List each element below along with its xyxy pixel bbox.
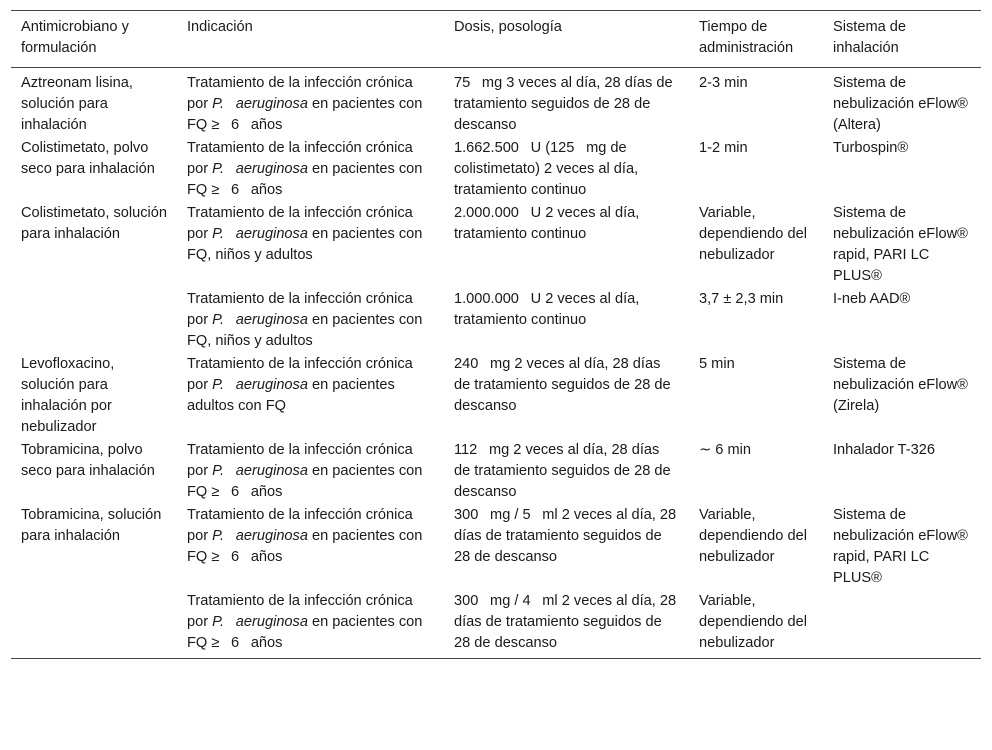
time-cell: Variable, dependiendo del nebulizador [699,205,807,263]
drug-cell: Tobramicina, solución para inhalación [21,507,162,544]
dose-cell: 75 mg 3 veces al día, 28 días de tratamiento seguidos de 28 de descanso [454,75,673,133]
dose-cell: 2.000.000 U 2 veces al día, tratamiento continuo [454,205,640,242]
table-body [11,68,981,659]
indication-cell [177,353,444,439]
device-cell [823,590,981,659]
drug-cell [11,590,177,659]
dose-cell: 240 mg 2 veces al día, 28 días de tratamiento seguidos de 28 de descanso [454,356,671,414]
table-row [11,288,981,353]
header-row [11,11,981,68]
time-cell: Variable, dependiendo del nebulizador [699,593,807,651]
dose-cell: 300 mg / 4 ml 2 veces al día, 28 días de tratamiento seguidos de 28 de descanso [454,593,677,651]
time-cell: 2-3 min [699,75,748,91]
table-row [11,590,981,659]
organism: P. aeruginosa [212,463,308,479]
indication-suffix: en pacientes con FQ ≥ 6 años [187,614,423,651]
indication-prefix: Tratamiento de la infección crónica por [187,205,413,242]
time-cell: ∼ 6 min [699,442,751,458]
dose-cell: 1.000.000 U 2 veces al día, tratamiento continuo [454,291,640,328]
organism: P. aeruginosa [212,161,308,177]
table-row [11,504,981,590]
drug-cell [11,288,177,353]
indication-suffix: en pacientes adultos con FQ [187,377,395,414]
organism: P. aeruginosa [212,226,308,242]
time-cell: 1-2 min [699,140,748,156]
indication-prefix: Tratamiento de la infección crónica por [187,593,413,630]
device-cell: Sistema de nebulización eFlow® rapid, PARI LC PLUS® [833,507,968,586]
drug-cell: Colistimetato, polvo seco para inhalación [21,140,155,177]
indication-prefix: Tratamiento de la infección crónica por [187,140,413,177]
device-cell: Inhalador T-326 [833,442,935,458]
indication-suffix: en pacientes con FQ ≥ 6 años [187,161,423,198]
dose-cell: 300 mg / 5 ml 2 veces al día, 28 días de tratamiento seguidos de 28 de descanso [454,507,677,565]
table-row [11,353,981,439]
time-cell: 3,7 ± 2,3 min [699,291,784,307]
organism: P. aeruginosa [212,528,308,544]
indication-suffix: en pacientes con FQ, niños y adultos [187,312,423,349]
indication-prefix: Tratamiento de la infección crónica por [187,291,413,328]
dose-cell: 112 mg 2 veces al día, 28 días de tratamiento seguidos de 28 de descanso [454,442,671,500]
time-cell: Variable, dependiendo del nebulizador [699,507,807,565]
organism: P. aeruginosa [212,377,308,393]
indication-cell [177,202,444,288]
indication-suffix: en pacientes con FQ ≥ 6 años [187,96,423,133]
drug-cell: Aztreonam lisina, solución para inhalación [21,75,133,133]
indication-cell [177,439,444,504]
indication-prefix: Tratamiento de la infección crónica por [187,356,413,393]
header-time: Tiempo de administración [699,19,794,56]
indication-cell [177,590,444,659]
indication-cell [177,68,444,138]
header-indication: Indicación [187,19,253,35]
device-cell: Sistema de nebulización eFlow® (Zirela) [833,356,968,414]
antimicrobial-table [11,10,981,659]
device-cell: I-neb AAD® [833,291,911,307]
organism: P. aeruginosa [212,312,308,328]
dose-cell: 1.662.500 U (125 mg de colistimetato) 2 veces al día, tratamiento continuo [454,140,639,198]
drug-cell: Colistimetato, solución para inhalación [21,205,168,242]
indication-cell [177,504,444,590]
organism: P. aeruginosa [212,614,308,630]
time-cell: 5 min [699,356,735,372]
table-row [11,137,981,202]
indication-suffix: en pacientes con FQ ≥ 6 años [187,528,423,565]
drug-cell: Tobramicina, polvo seco para inhalación [21,442,155,479]
device-cell: Sistema de nebulización eFlow® rapid, PARI LC PLUS® [833,205,968,284]
drug-cell: Levofloxacino, solución para inhalación por nebulizador [21,356,115,435]
header-dose: Dosis, posología [454,19,562,35]
header-drug: Antimicrobiano y formulación [21,19,129,56]
indication-prefix: Tratamiento de la infección crónica por [187,442,413,479]
header-device: Sistema de inhalación [833,19,907,56]
device-cell: Sistema de nebulización eFlow® (Altera) [833,75,968,133]
organism: P. aeruginosa [212,96,308,112]
indication-prefix: Tratamiento de la infección crónica por [187,75,413,112]
device-cell: Turbospin® [833,140,909,156]
indication-cell [177,137,444,202]
table-row [11,202,981,288]
indication-cell [177,288,444,353]
table-row [11,439,981,504]
table-row [11,68,981,138]
indication-suffix: en pacientes con FQ ≥ 6 años [187,463,423,500]
indication-suffix: en pacientes con FQ, niños y adultos [187,226,423,263]
indication-prefix: Tratamiento de la infección crónica por [187,507,413,544]
